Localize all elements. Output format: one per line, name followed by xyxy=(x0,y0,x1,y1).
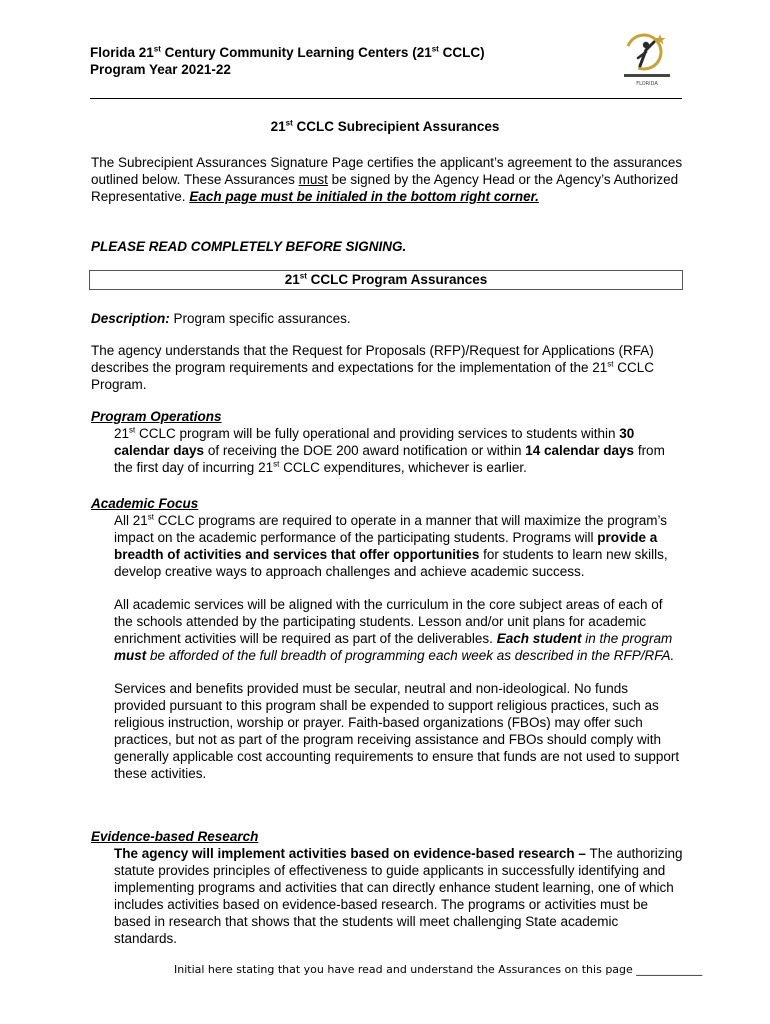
bold-text: The agency will implement activities based on evidence-based research – xyxy=(114,846,586,861)
section-heading: Program Operations xyxy=(91,409,222,424)
initial-here-footer: Initial here stating that you have read and understand the Assurances on this page ____________ xyxy=(174,963,703,976)
header-text: Florida 21 xyxy=(90,45,154,60)
bold-italic-text: Each student xyxy=(496,631,582,646)
superscript: st xyxy=(129,425,136,435)
academic-focus-paragraph-2 xyxy=(91,596,683,664)
evidence-based-research-section xyxy=(91,828,683,947)
text: CCLC expenditures, whichever is earlier. xyxy=(279,460,527,475)
academic-focus-section xyxy=(91,495,683,782)
academic-focus-paragraph-3: Services and benefits provided must be secular, neutral and non-ideological. No funds provided pursuant to this program shall be expended to support religious practices, such as religious instruction, worship or prayer. Faith-based organizations (FBOs) may offer such practices, but not as part of the program receiving assistance and FBOs should comply with generally applicable cost accounting requirements to ensure that funds are not used to support these activities. xyxy=(114,681,680,781)
header-text: CCLC) xyxy=(438,45,485,60)
text: CCLC programs are required to operate in a manner that will maximize the program’s impact on the academic performance of the participating students. Programs will xyxy=(114,513,667,545)
text: from the first day of incurring 21 xyxy=(114,443,665,475)
description-label: Description: xyxy=(91,311,170,326)
program-operations-section xyxy=(91,408,683,476)
box-heading-text: CCLC Program Assurances xyxy=(306,272,488,287)
text: 21 xyxy=(114,426,130,441)
superscript: st xyxy=(153,44,161,54)
document-header xyxy=(90,44,485,78)
intro-paragraph xyxy=(91,154,683,205)
header-program-name xyxy=(90,44,485,61)
text: All 21 xyxy=(114,513,148,528)
superscript: st xyxy=(431,44,439,54)
paragraph-text: CCLC Program. xyxy=(91,360,655,392)
text: CCLC program will be fully operational and providing services to students within xyxy=(135,426,620,441)
italic-text: in the program xyxy=(581,631,673,646)
program-assurances-heading-box xyxy=(89,270,683,290)
title-text: 21 xyxy=(270,119,286,134)
description-text: Program specific assurances. xyxy=(169,311,351,326)
text: The authorizing statute provides principles of effectiveness to guide applicants in successfully identifying and implementing programs and activities that can directly enhance student learning, one of which includes activities based on evidence-based research. The programs or activities must be based in research that shows that the students will meet challenging State academic standards. xyxy=(114,846,683,946)
bold-text: 30 calendar days xyxy=(114,426,635,458)
title-text: CCLC Subrecipient Assurances xyxy=(292,119,500,134)
section-heading: Evidence-based Research xyxy=(91,829,259,844)
superscript: st xyxy=(607,359,614,369)
intro-emphasis: Each page must be initialed in the bottom right corner. xyxy=(189,189,539,204)
text: All academic services will be aligned with the curriculum in the core subject areas of each of the schools attended by the participating students. Lesson and/or unit plans for academic enrichment activities will be required as part of the deliverables. xyxy=(114,597,663,646)
text: of receiving the DOE 200 award notification or within xyxy=(204,443,526,458)
header-program-year: Program Year 2021-22 xyxy=(90,62,231,77)
superscript: st xyxy=(299,271,307,281)
bold-italic-text: must xyxy=(114,648,147,663)
header-divider xyxy=(90,98,682,99)
logo-text: FLORIDA xyxy=(636,81,658,87)
description-line xyxy=(91,310,683,327)
box-heading-text: 21 xyxy=(284,272,300,287)
read-before-signing-notice: PLEASE READ COMPLETELY BEFORE SIGNING. xyxy=(91,239,407,254)
intro-text: The Subrecipient Assurances Signature Page certifies the applicant’s agreement to the assurances outlined below. These Assurances xyxy=(91,155,683,187)
agency-understanding-paragraph xyxy=(91,342,683,393)
intro-text: be signed by the Agency Head or the Agency’s Authorized Representative. xyxy=(91,172,679,204)
text: for students to learn new skills, develop creative ways to approach challenges and achieve academic success. xyxy=(114,547,668,579)
program-operations-text xyxy=(91,425,683,476)
superscript: st xyxy=(273,459,280,469)
academic-focus-paragraph-1 xyxy=(91,512,683,580)
intro-must: must xyxy=(298,172,328,187)
evidence-research-text xyxy=(91,845,683,947)
bold-text: provide a breadth of activities and services that offer opportunities xyxy=(114,530,658,562)
paragraph-text: The agency understands that the Request for Proposals (RFP)/Request for Applications (RFA) describes the program requirements and expectations for the implementation of the 21 xyxy=(91,343,654,375)
superscript: st xyxy=(285,118,293,128)
bold-text: 14 calendar days xyxy=(525,443,635,458)
florida-21cclc-logo xyxy=(616,28,678,90)
superscript: st xyxy=(147,512,155,522)
header-text: Century Community Learning Centers (21 xyxy=(160,45,432,60)
italic-text: be afforded of the full breadth of programming each week as described in the RFP/RFA. xyxy=(146,648,675,663)
section-heading: Academic Focus xyxy=(91,496,199,511)
page-title xyxy=(0,119,770,134)
